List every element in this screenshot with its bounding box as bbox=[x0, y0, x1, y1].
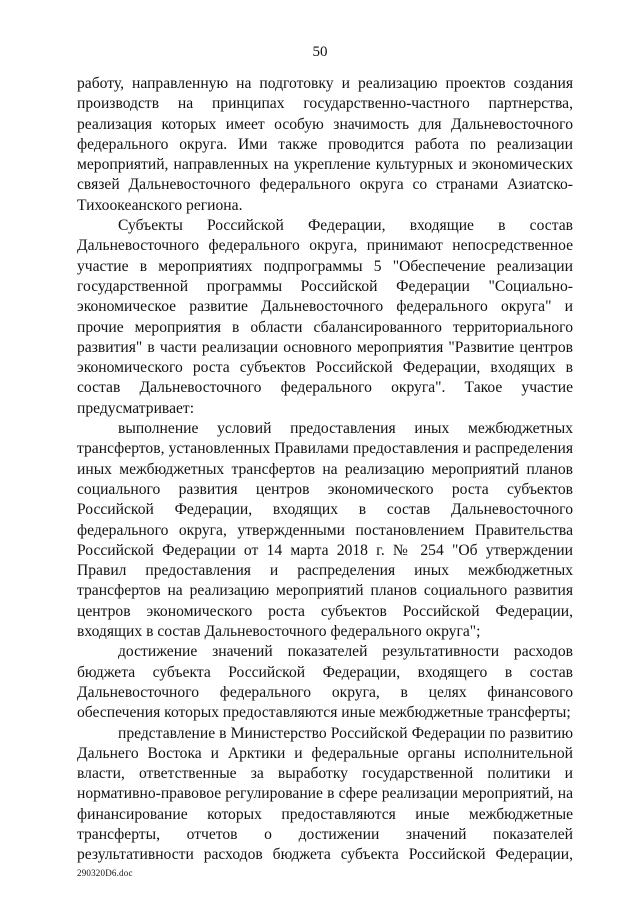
footer-file-name: 290320D6.doc bbox=[77, 868, 133, 878]
paragraph-performance-indicators: достижение значений показателей результативности расходов бюджета субъекта Российской Федерации, входящего в состав Дальневосточного федерального округа, в целях финансового обеспечения которых предоставляются иные межбюджетные трансферты; bbox=[77, 643, 573, 722]
paragraph-transfer-conditions: выполнение условий предоставления иных межбюджетных трансфертов, установленных Правилами предоставления и распределения иных межбюджетных трансфертов на реализацию мероприятий планов социального развития центров экономического роста субъектов Российской Федерации, входящих в состав Дальневосточного федерального округа, утвержденными постановлением Правительства Российской Федерации от 14 марта 2018 г. № 254 "Об утверждении Правил предоставления и распределения иных межбюджетных трансфертов на реализацию мероприятий планов социального развития центров экономического роста субъектов Российской Федерации, входящих в состав Дальневосточного федерального округа"; bbox=[77, 420, 573, 641]
paragraph-subjects-participation: Субъекты Российской Федерации, входящие в состав Дальневосточного федерального округа, принимают непосредственное участие в мероприятиях подпрограммы 5 "Обеспечение реализации государственной программы Российской Федерации "Социально-экономическое развитие Дальневосточного федерального округа" и прочие мероприятия в области сбалансированного территориального развития" в части реализации основного мероприятия "Развитие центров экономического роста субъектов Российской Федерации, входящих в состав Дальневосточного федерального округа". Такое участие предусматривает: bbox=[77, 217, 573, 417]
document-body bbox=[77, 74, 573, 866]
paragraph-reporting: представление в Министерство Российской Федерации по развитию Дальнего Востока и Арктики и федеральные органы исполнительной власти, ответственные за выработку государственной политики и нормативно-правовое регулирование в сфере реализации мероприятий, на финансирование которых предоставляются иные межбюджетные трансферты, отчетов о достижении значений показателей результативности расходов бюджета субъекта Российской Федерации, bbox=[77, 724, 573, 864]
page-number: 50 bbox=[312, 44, 328, 60]
paragraph-continuation: работу, направленную на подготовку и реализацию проектов создания производств на принципах государственно-частного партнерства, реализация которых имеет особую значимость для Дальневосточного федерального округа. Ими также проводится работа по реализации мероприятий, направленных на укрепление культурных и экономических связей Дальневосточного федерального округа со странами Азиатско-Тихоокеанского региона. bbox=[77, 75, 573, 214]
